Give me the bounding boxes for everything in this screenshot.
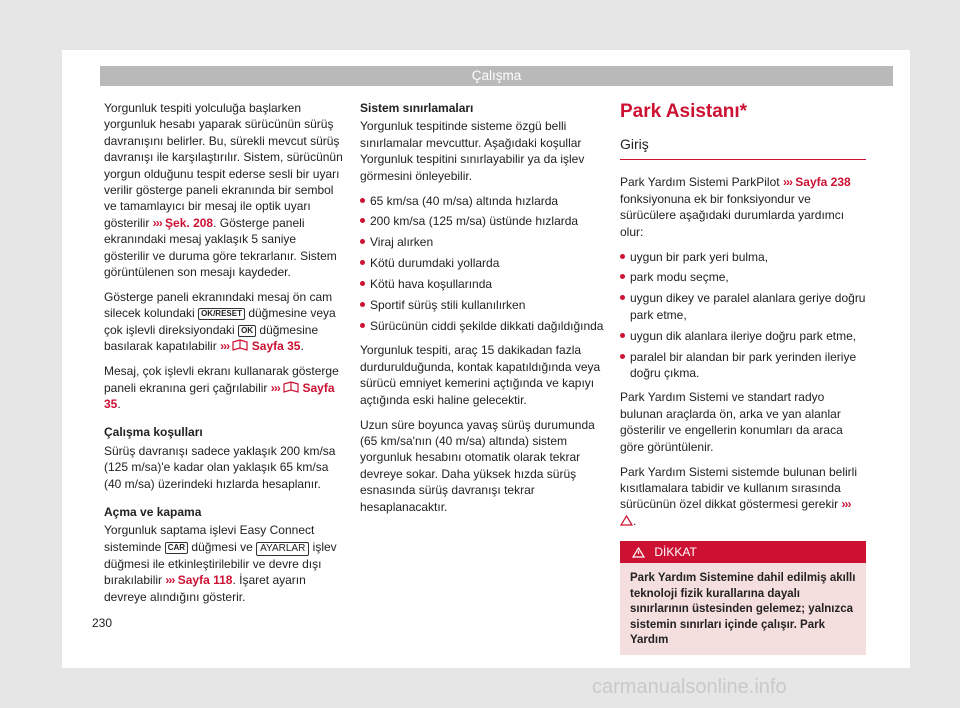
subheading: Sistem sınırlamaları bbox=[360, 101, 474, 115]
book-icon bbox=[283, 381, 299, 393]
paragraph: Yorgunluk saptama işlevi Easy Connect sisteminde CAR düğmesi ve AYARLAR işlev düğmesi ile etkinleştirilebilir ve devre dışı bırakılabilir ››› Sayfa 118. İşaret ayarın devreye alındığını gösterir. bbox=[104, 523, 337, 604]
subheading: Çalışma koşulları bbox=[104, 425, 203, 440]
bullet-list bbox=[360, 193, 604, 335]
manual-page bbox=[62, 50, 910, 668]
list-item: uygun dikey ve paralel alanlara geriye doğru park etme, bbox=[620, 290, 866, 323]
paragraph: Uzun süre boyunca yavaş sürüş durumunda (65 km/sa'nın (40 m/sa) altında) sistem yorgunluk hesabını otomatik olarak tekrar devreye sokar. Daha yüksek hızda sürüş esnasında sürüş davranışı tekrar hesaplanacaktır. bbox=[360, 417, 595, 514]
page-number: 230 bbox=[92, 616, 113, 630]
list-item: uygun dik alanlara ileriye doğru park etme, bbox=[620, 328, 866, 344]
page-link[interactable]: Sayfa 35 bbox=[251, 339, 301, 354]
car-key-icon: CAR bbox=[165, 542, 188, 554]
list-item: Kötü hava koşullarında bbox=[360, 276, 604, 292]
warning-label: DİKKAT bbox=[654, 545, 697, 560]
column-1 bbox=[104, 100, 344, 613]
reference-arrows: ››› bbox=[152, 215, 162, 230]
paragraph: Gösterge paneli ekranındaki mesaj ön cam silecek kolundaki OK/RESET düğmesine veya çok işlevli direksiyondaki OK düğmesine basılarak kapatılabilir ››› Sayfa 35. bbox=[104, 289, 336, 354]
paragraph: Park Yardım Sistemi ParkPilot ››› Sayfa 238 fonksiyonuna ek bir fonksiyondur ve sürücülere aşağıdaki durumlarda yardımcı olur: bbox=[620, 175, 851, 239]
warning-text: Park Yardım Sistemine dahil edilmiş akıllı teknoloji fizik kurallarına dayalı sınırlarının üstesinden gelemez; yalnızca sistemin sınırları içinde çalışır. Park Yardım bbox=[630, 572, 856, 647]
paragraph: Yorgunluk tespiti, araç 15 dakikadan fazla durdurulduğunda, kontak kapatıldığında veya sürücü emniyet kemerini açtığında ve kapıyı açtığında eski haline gelecektir. bbox=[360, 343, 601, 407]
paragraph: Park Yardım Sistemi sistemde bulunan belirli kısıtlamalara tabidir ve kullanım sırasında sürücünün özel dikkat göstermesi gerekir ››› . bbox=[620, 464, 857, 528]
ayarlar-key: AYARLAR bbox=[256, 542, 309, 556]
page-link[interactable]: Sayfa 118 bbox=[177, 573, 233, 588]
paragraph: Yorgunluk tespitinde sisteme özgü belli sınırlamalar mevcuttur. Aşağıdaki koşullar Yorgunluk tespitini sınırlayabilir ya da işlev görmesini önleyebilir. bbox=[360, 119, 585, 183]
watermark: carmanualsonline.info bbox=[592, 676, 787, 698]
paragraph: Mesaj, çok işlevli ekranı kullanarak gösterge paneli ekranına geri çağrılabilir ››› Sayfa 35. bbox=[104, 364, 339, 411]
list-item: Kötü durumdaki yollarda bbox=[360, 255, 604, 271]
list-item: 65 km/sa (40 m/sa) altında hızlarda bbox=[360, 193, 604, 209]
ok-key-icon: OK bbox=[238, 325, 256, 337]
column-2 bbox=[360, 100, 604, 523]
bullet-list bbox=[620, 249, 866, 382]
warning-header bbox=[620, 541, 866, 563]
book-icon bbox=[232, 339, 248, 351]
warning-box bbox=[620, 541, 866, 655]
list-item: 200 km/sa (125 m/sa) üstünde hızlarda bbox=[360, 213, 604, 229]
section-subtitle: Giriş bbox=[620, 136, 866, 160]
paragraph: Sürüş davranışı sadece yaklaşık 200 km/sa (125 m/sa)'e kadar olan yaklaşık 65 km/sa (40 m/sa) üzerindeki hızlarda hesaplanır. bbox=[104, 443, 336, 491]
warning-triangle-icon[interactable] bbox=[620, 515, 633, 526]
section-title: Park Asistanı* bbox=[620, 101, 748, 122]
figure-link[interactable]: Şek. 208 bbox=[165, 215, 214, 230]
okreset-key-icon: OK/RESET bbox=[198, 308, 245, 320]
page-link[interactable]: Sayfa 35 bbox=[104, 380, 335, 411]
page-link[interactable]: Sayfa 238 bbox=[795, 175, 851, 190]
list-item: paralel bir alandan bir park yerinden ileriye doğru çıkma. bbox=[620, 349, 866, 382]
paragraph: Yorgunluk tespiti yolculuğa başlarken yorgunluk hesabı yaparak sürücünün sürüş davranışını belirler. Bu, sürekli mevcut sürüş davranışı ile karşılaştırılır. Sistem, sürücünün yorgun olduğunu tespit ederse sesli bir uyarı verilir gösterge paneli ekranında bir sembol ve tamamlayıcı bir mesaj ile optik uyarı gösterilir ››› Şek. 208. Gösterge paneli ekranındaki mesaj yaklaşık 5 saniye gösterilir ve duruma göre tekrarlanır. Sistem görüntülenen son mesajı kaydeder. bbox=[104, 101, 343, 280]
page-header: Çalışma bbox=[100, 66, 893, 86]
subheading: Açma ve kapama bbox=[104, 504, 202, 519]
list-item: Viraj alırken bbox=[360, 234, 604, 250]
warning-triangle-icon bbox=[632, 547, 645, 558]
column-3 bbox=[620, 100, 866, 655]
list-item: uygun bir park yeri bulma, bbox=[620, 249, 866, 265]
list-item: park modu seçme, bbox=[620, 269, 866, 285]
list-item: Sportif sürüş stili kullanılırken bbox=[360, 297, 604, 313]
paragraph: Park Yardım Sistemi ve standart radyo bulunan araçlarda ön, arka ve yan alanlar gösterilir ve engellerin konumları da araca göre görüntülenir. bbox=[620, 390, 843, 454]
list-item: Sürücünün ciddi şekilde dikkati dağıldığında bbox=[360, 318, 604, 334]
